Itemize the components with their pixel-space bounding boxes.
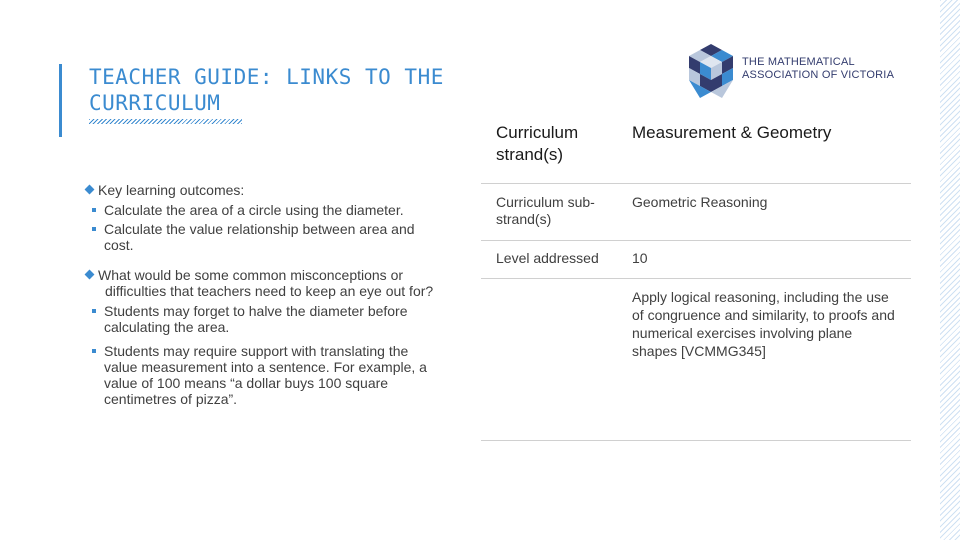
row-value: Geometric Reasoning	[632, 194, 768, 210]
diamond-bullet-icon	[85, 185, 95, 195]
curriculum-table	[481, 112, 911, 441]
learning-notes	[84, 182, 434, 415]
row-label: Curriculum sub-strand(s)	[496, 194, 595, 227]
table-row	[481, 112, 911, 184]
square-bullet-icon	[92, 227, 96, 231]
misconceptions-heading: What would be some common misconceptions or difficulties that teachers need to keep an eye out for?	[84, 267, 434, 299]
row-label	[481, 288, 632, 440]
outcomes-heading: Key learning outcomes:	[84, 182, 434, 198]
row-label: Level addressed	[496, 250, 599, 266]
table-row	[481, 184, 911, 241]
square-bullet-icon	[92, 208, 96, 212]
row-value: Measurement & Geometry	[632, 123, 832, 142]
row-value: 10	[632, 250, 648, 266]
mav-logo-icon	[682, 42, 740, 104]
table-row	[481, 279, 911, 441]
outcomes-list	[84, 202, 434, 253]
list-item: Students may require support with translating the value measurement into a sentence. For example, a value of 100 means “a dollar buys 100 square centimetres of pizza”.	[84, 343, 434, 407]
logo-line-2: ASSOCIATION OF VICTORIA	[742, 69, 895, 81]
page-title: TEACHER GUIDE: LINKS TO THE CURRICULUM	[89, 65, 444, 115]
square-bullet-icon	[92, 309, 96, 313]
misconceptions-list	[84, 303, 434, 407]
diamond-bullet-icon	[85, 270, 95, 280]
list-item: Calculate the area of a circle using the diameter.	[84, 202, 434, 218]
mav-logo	[682, 42, 902, 104]
row-value: Apply logical reasoning, including the use of congruence and similarity, to proofs and numerical exercises involving plane shapes [VCMMG345]	[632, 289, 895, 359]
list-item: Students may forget to halve the diameter before calculating the area.	[84, 303, 434, 335]
title-underline	[89, 119, 242, 124]
square-bullet-icon	[92, 349, 96, 353]
table-row	[481, 241, 911, 279]
list-item: Calculate the value relationship between area and cost.	[84, 221, 434, 253]
logo-line-1: THE MATHEMATICAL	[742, 56, 855, 68]
decorative-stripe	[940, 0, 960, 540]
title-accent-bar	[59, 64, 62, 137]
row-label: Curriculum strand(s)	[496, 123, 579, 164]
